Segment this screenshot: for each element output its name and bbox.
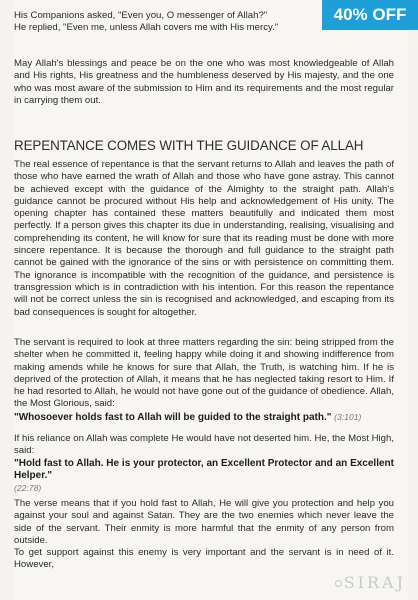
watermark-dot-icon <box>335 580 342 587</box>
paragraph-1: The real essence of repentance is that the servant returns to Allah and leaves the path of those who have earned the wrath of Allah and those who have gone astray. This cannot be achieved except with the guidance of the Almighty to the straight path. Allah's guidance cannot be procured without His help and acknowledgement of His unity. The opening chapter has contained these matters beautifully and indicated them most perfectly. If a person gives this chapter its due in understanding, realising, visualising and comprehending its content, he will know for sure that its reading must be done with more sincere repentance. It is because the thorough and full guidance to the straight path cannot be gained with the ignorance of the sins or with persistence on committing them. The ignorance is incompatible with the recognition of the guidance, and persistence is transgression which is in contradiction with his intention. For this reason the repentance will not be correct unless the sin is recognised and acknowledged, and escaping from its bad consequences is sought for altogether. <box>14 159 394 318</box>
watermark-logo <box>335 573 406 592</box>
blessing-paragraph: May Allah's blessings and peace be on the one who was most knowledgeable of Allah and His rights, His greatness and the humbleness deserved by His majesty, and the one who was most aware of the submission to Him and its requirements and the most regular in carrying them out. <box>14 58 394 106</box>
quote-1-text: "Whosoever holds fast to Allah will be guided to the straight path." <box>14 411 332 423</box>
paragraph-2: The servant is required to look at three matters regarding the sin: being stripped from the shelter when he committed it, feeling happy while doing it and showing indifference from making amends while he knows for sure that Allah, the Truth, is watching him. If he is deprived of the protection of Allah, it means that he has neglected taking resort to Him. If he had resorted to Allah, he would not have gone out of the guidance of obedience. Allah, the Most Glorious, said: <box>14 337 394 410</box>
paragraph-5: To get support against this enemy is very important and the servant is in need of it. However, <box>14 547 394 571</box>
quote-2-ref: (22:78) <box>14 483 42 494</box>
quote-1 <box>14 411 394 424</box>
watermark-text: SIRAJ <box>343 573 406 592</box>
paragraph-4: The verse means that if you hold fast to Allah, He will give you protection and help you against your soul and against Satan. They are the two enemies which never leave the side of the servant. Their enmity is more harmful that the enmity of any person from outside. <box>14 498 394 546</box>
paragraph-3: If his reliance on Allah was complete He would have not deserted him. He, the Most High, said: <box>14 433 394 457</box>
intro-line-2: He replied, "Even me, unless Allah covers me with His mercy." <box>14 22 279 34</box>
quote-1-ref: (3:101) <box>334 411 362 422</box>
paragraph-2-block <box>14 337 394 424</box>
discount-badge: 40% OFF <box>322 0 418 30</box>
book-page <box>14 0 408 600</box>
intro-block <box>14 10 314 35</box>
intro-line-1: His Companions asked, "Even you, O messenger of Allah?" <box>14 10 268 21</box>
paragraph-1-block <box>14 159 394 319</box>
quote-2-text: "Hold fast to Allah. He is your protector, an Excellent Protector and an Excellent Helper." <box>14 457 394 481</box>
quote-2 <box>14 458 394 483</box>
section-heading: REPENTANCE COMES WITH THE GUIDANCE OF ALLAH <box>14 138 364 153</box>
paragraph-4-block <box>14 498 394 547</box>
paragraph-5-block <box>14 547 394 572</box>
quote-2-ref-line <box>14 482 394 495</box>
blessing-block <box>14 58 394 107</box>
paragraph-3-block <box>14 433 394 495</box>
